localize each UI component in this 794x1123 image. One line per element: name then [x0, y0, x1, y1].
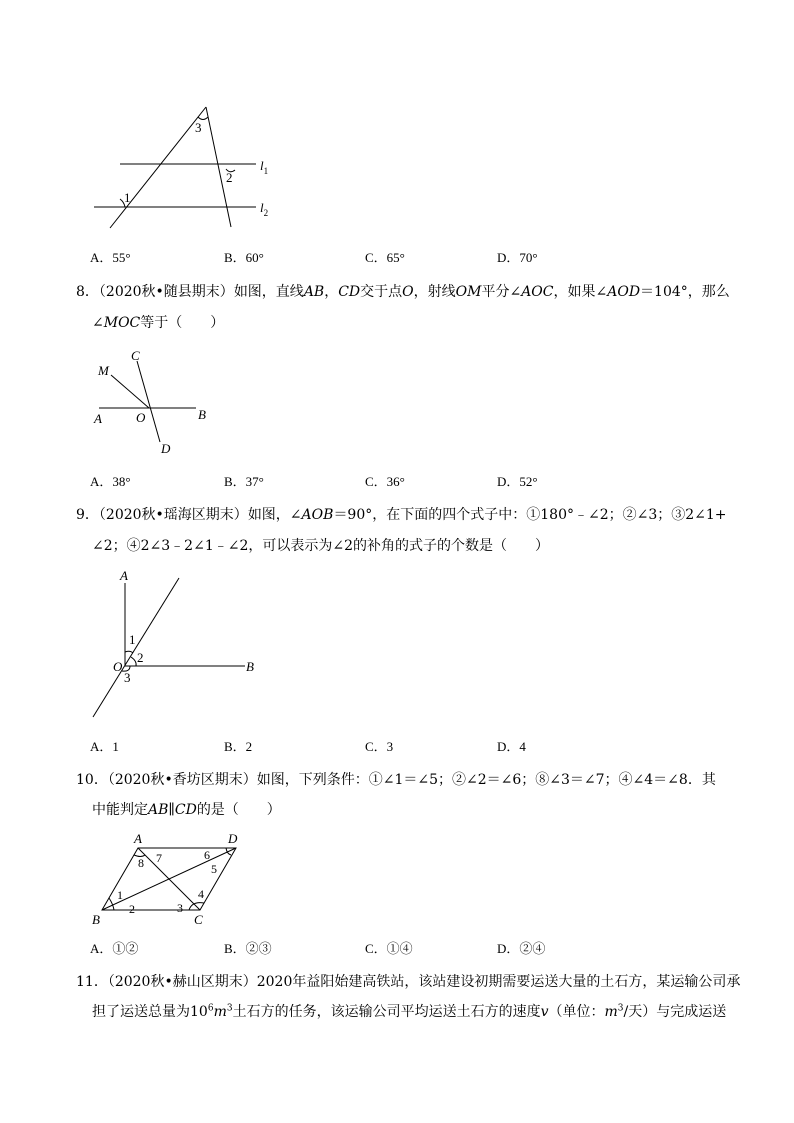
point-label-o: O: [113, 659, 123, 674]
q8-option-a[interactable]: A．38°: [90, 474, 131, 489]
q10-number: 10．: [76, 772, 108, 788]
angle-label-6: 6: [204, 848, 210, 862]
angle-label-3: 3: [195, 120, 202, 135]
angle-label-7: 7: [156, 851, 162, 865]
q9-option-d[interactable]: D．4: [497, 739, 526, 754]
angle-label-5: 5: [211, 862, 217, 876]
angle-arc-2: [131, 657, 136, 666]
angle-label-1: 1: [124, 190, 131, 205]
angle-label-2: 2: [226, 170, 233, 185]
point-label-b: B: [92, 912, 100, 927]
line-label-l1: $l_1$: [260, 158, 269, 176]
q9-number: 9．: [76, 507, 99, 523]
angle-label-4: 4: [198, 887, 204, 901]
point-label-d: D: [161, 441, 171, 456]
point-label-b: B: [198, 407, 206, 422]
q8-source: （2020秋•随县期末）: [98, 284, 234, 300]
q7-option-c[interactable]: C．65°: [365, 250, 405, 265]
line-cd: [137, 361, 160, 442]
ray-om: [111, 375, 149, 408]
q8-option-c[interactable]: C．36°: [365, 474, 405, 489]
angle-label-2: 2: [129, 902, 135, 916]
point-label-m: M: [98, 363, 109, 378]
angle-label-3: 3: [177, 901, 183, 915]
q9-option-b[interactable]: B．2: [224, 739, 253, 754]
line-through-o: [93, 578, 179, 717]
q8-stem-line2: ∠MOC等于（ ）: [92, 315, 225, 331]
q8-option-b[interactable]: B．37°: [224, 474, 264, 489]
angle-label-3: 3: [124, 670, 131, 685]
transversal-left: [110, 107, 206, 228]
angle-arc-1: [125, 651, 133, 653]
q10-figure: [88, 828, 258, 930]
q8-number: 8．: [76, 284, 99, 300]
point-label-a: A: [134, 831, 142, 846]
q10-option-d[interactable]: D．②④: [497, 941, 546, 956]
q7-option-d[interactable]: D．70°: [497, 250, 538, 265]
transversal-right: [206, 107, 231, 227]
angle-label-1: 1: [117, 888, 123, 902]
angle-label-8: 8: [138, 856, 144, 870]
point-label-c: C: [131, 348, 140, 363]
point-label-b: B: [246, 659, 254, 674]
q11-stem-line1: 11．（2020秋•赫山区期末）2020年益阳始建高铁站，该站建设初期需要运送大量的土石方，某运输公司承: [76, 974, 741, 990]
q7-option-a[interactable]: A．55°: [90, 250, 131, 265]
q8-option-d[interactable]: D．52°: [497, 474, 538, 489]
angle-arc-b: [109, 898, 114, 910]
q10-option-a[interactable]: A．①②: [90, 941, 139, 956]
q9-stem-line2: ∠2；④2∠3﹣2∠1﹣∠2，可以表示为∠2的补角的式子的个数是（ ）: [92, 538, 550, 554]
q9-option-a[interactable]: A．1: [90, 739, 119, 754]
point-label-a: A: [94, 411, 102, 426]
q10-option-b[interactable]: B．②③: [224, 941, 272, 956]
line-label-l2: $l_2$: [260, 200, 269, 218]
q10-stem-line2: 中能判定AB∥CD的是（ ）: [92, 802, 281, 818]
q9-source: （2020秋•瑶海区期末）: [98, 507, 248, 523]
q8-stem-line1: 8．（2020秋•随县期末）如图，直线AB，CD交于点O，射线OM平分∠AOC，如果∠AOD＝104°，那么: [76, 284, 730, 300]
q10-option-c[interactable]: C．①④: [365, 941, 413, 956]
q7-figure: [80, 100, 300, 235]
point-label-c: C: [194, 912, 203, 927]
q9-stem-line1: 9．（2020秋•瑶海区期末）如图，∠AOB＝90°，在下面的四个式子中：①180°﹣∠2；②∠3；③2∠1+: [76, 507, 727, 523]
q10-source: （2020秋•香坊区期末）: [107, 772, 257, 788]
q7-option-b[interactable]: B．60°: [224, 250, 264, 265]
q11-source: （2020秋•赫山区期末）: [107, 974, 257, 990]
point-label-a: A: [120, 568, 128, 583]
q10-stem-line1: 10．（2020秋•香坊区期末）如图，下列条件：①∠1＝∠5；②∠2＝∠6；⑧∠3＝∠7；④∠4＝∠8．其: [76, 772, 716, 788]
point-label-d: D: [228, 831, 238, 846]
q11-number: 11．: [76, 974, 108, 990]
angle-label-2: 2: [137, 650, 144, 665]
q11-stem-line2: 担了运送总量为$10^6m^3$土石方的任务，该运输公司平均运送土石方的速度v（单位：$m^3/$天）与完成运送: [92, 1003, 727, 1020]
point-label-o: O: [136, 410, 146, 425]
angle-label-1: 1: [129, 632, 136, 647]
q8-figure: [88, 345, 218, 460]
q9-option-c[interactable]: C．3: [365, 739, 394, 754]
q9-figure: [85, 565, 265, 725]
